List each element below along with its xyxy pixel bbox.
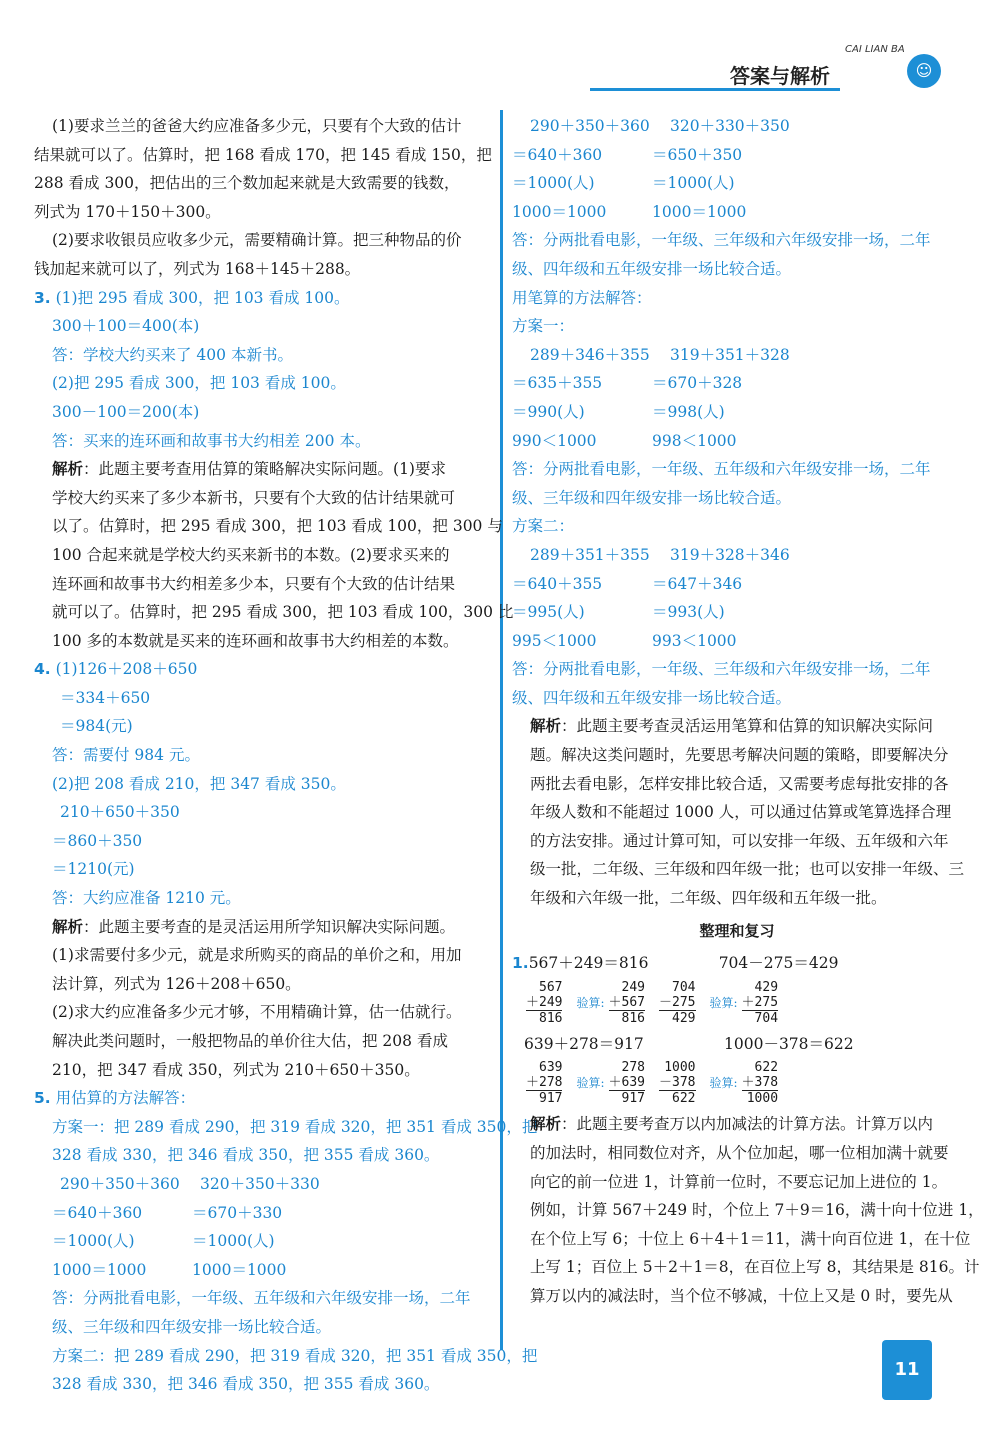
calc-row: ＋275	[741, 994, 779, 1010]
text-line	[34, 1370, 494, 1399]
line-text: 向它的前一位进 1，计算前一位时，不要忘记加上进位的 1。	[530, 1172, 948, 1191]
line-text: ＝334＋650	[60, 688, 151, 707]
check-label: 验算:	[576, 995, 605, 1010]
line-text: 答：分两批看电影，一年级、五年级和六年级安排一场，二年	[512, 460, 931, 479]
line-text: 例如，计算 567＋249 时，个位上 7＋9＝16，满十向十位进 1，	[530, 1201, 984, 1220]
calc-row: 1000	[742, 1090, 778, 1106]
text-line	[512, 112, 962, 141]
text-line	[34, 284, 494, 313]
text-line	[512, 341, 962, 370]
text-line	[512, 398, 962, 427]
line-text: 的加法时，相同数位对齐，从个位加起，哪一位相加满十就要	[530, 1144, 949, 1162]
calc-expr: 320＋330＋350	[670, 117, 790, 135]
line-text: 学校大约买来了多少本新书，只要有个大致的估计结果就可	[52, 488, 456, 507]
text-line	[34, 998, 494, 1027]
text-line	[512, 512, 962, 541]
line-text: ＝860＋350	[52, 831, 143, 850]
calc-row: －275	[659, 994, 696, 1010]
label-bold: 解析	[530, 1114, 562, 1134]
vertical-calcs-2	[512, 1060, 962, 1106]
line-text: 法计算，列式为 126＋208＋650。	[52, 974, 301, 993]
line-text: 用笔算的方法解答：	[512, 288, 652, 307]
vertical-calc	[659, 1060, 695, 1106]
text-line	[512, 798, 962, 827]
calc-expr: 289＋351＋355	[530, 545, 650, 564]
text-line	[34, 855, 494, 884]
text-line	[34, 226, 494, 255]
text-line	[512, 827, 962, 856]
line-text: 列式为 170＋150＋300。	[34, 202, 221, 221]
line-text: ＝1210(元)	[52, 860, 135, 879]
text-line	[512, 712, 962, 741]
text-line	[512, 1225, 971, 1254]
calc-row: 639	[539, 1060, 563, 1076]
calc-stack	[659, 1060, 695, 1106]
calc-expr: 1000＝1000	[652, 202, 747, 221]
check-label: 验算:	[576, 1076, 605, 1091]
section-title: 整理和复习	[699, 921, 775, 940]
brand-logo	[845, 44, 933, 80]
text-line	[34, 312, 494, 341]
header-rule	[590, 88, 840, 91]
line-text: 方案一：把 289 看成 290，把 319 看成 320，把 351 看成 350，把	[52, 1117, 538, 1136]
text-line	[34, 1113, 538, 1142]
text-line	[34, 398, 494, 427]
calc-expr: ＝993(人)	[652, 603, 725, 622]
calc-row: 278	[621, 1060, 646, 1076]
review-analysis	[512, 1110, 984, 1310]
line-text: 210，把 347 看成 350，列式为 210＋650＋350。	[52, 1060, 420, 1079]
calc-expr: 1000＝1000	[512, 202, 607, 221]
line-text: 解决此类问题时，一般把物品的单价往大估，把 208 看成	[52, 1032, 448, 1050]
label-bold: 解析	[52, 916, 84, 936]
calc-row: 816	[609, 1010, 645, 1026]
vertical-calc	[576, 1060, 645, 1106]
vertical-calc	[710, 1060, 779, 1106]
text-line	[34, 1256, 494, 1285]
calc-expr: ＝670＋328	[652, 374, 743, 393]
line-text: 答：需要付 984 元。	[52, 746, 200, 765]
line-rest: ：此题主要考查用估算的策略解决实际问题。(1)要求	[83, 460, 446, 479]
line-text: 100 多的本数就是买来的连环画和故事书大约相差的本数。	[52, 631, 459, 650]
text-line	[34, 1027, 494, 1056]
text-line	[34, 741, 494, 770]
text-line	[512, 141, 962, 170]
line-text: 就可以了。估算时，把 295 看成 300，把 103 看成 100，300 比	[52, 603, 514, 622]
line-text: 100 合起来就是学校大约买来新书的本数。(2)要求买来的	[52, 545, 450, 564]
text-line	[34, 512, 503, 541]
logo-text: CAI LIAN BA	[845, 44, 905, 55]
text-line	[512, 1196, 984, 1225]
page-header	[590, 44, 990, 108]
calc-expr: ＝1000(人)	[652, 174, 735, 193]
text-line	[34, 341, 494, 370]
line-text: 328 看成 330，把 346 看成 350，把 355 看成 360。	[52, 1375, 440, 1394]
calc-stack	[609, 980, 645, 1026]
calc-stack	[526, 980, 562, 1026]
line-text: 年级人数和不能超过 1000 人，可以通过估算或笔算选择合理	[530, 803, 952, 822]
text-line	[512, 312, 962, 341]
line-text: 288 看成 300，把估出的三个数加起来就是大致需要的钱数，	[34, 174, 460, 193]
text-line	[512, 684, 962, 713]
vertical-calc	[659, 980, 695, 1026]
calc-row: ＋278	[526, 1075, 563, 1091]
calc-expr: ＝1000(人)	[52, 1232, 135, 1251]
line-text: 级、三年级和四年级安排一场比较合适。	[512, 488, 792, 507]
calc-row: 1000	[664, 1060, 696, 1076]
line-text: 年级和六年级一批，二年级、四年级和五年级一批。	[530, 889, 887, 908]
text-line	[34, 1141, 494, 1170]
item-number: 4.	[34, 660, 51, 679]
calc-expr: 998＜1000	[652, 431, 737, 450]
calc-expr: 319＋328＋346	[670, 545, 790, 564]
text-line	[34, 1170, 494, 1199]
calc-expr: 319＋351＋328	[670, 345, 790, 364]
line-text: 级一批，二年级、三年级和四年级一批；也可以安排一年级、三	[530, 860, 965, 879]
line-text: 答：学校大约买来了 400 本新书。	[52, 345, 293, 364]
line-text: (2)把 208 看成 210，把 347 看成 350。	[52, 774, 346, 793]
line-text: 两批去看电影，怎样安排比较合适，又需要考虑每批安排的各	[530, 774, 949, 793]
line-text: 题。解决这类问题时，先要思考解决问题的策略，即要解决分	[530, 746, 949, 765]
text-line	[512, 369, 962, 398]
text-line	[512, 1253, 980, 1282]
calc-row: 429	[754, 979, 779, 995]
text-line	[34, 570, 494, 599]
text-line	[34, 941, 494, 970]
text-line	[34, 255, 494, 284]
calc-row: ＋639	[608, 1075, 646, 1091]
line-text: 的方法安排。通过计算可知，可以安排一年级、五年级和六年	[530, 831, 949, 850]
column-divider	[500, 110, 503, 1350]
left-column	[34, 112, 538, 1399]
vertical-calc	[526, 1060, 562, 1106]
line-text: 答：买来的连环画和故事书大约相差 200 本。	[52, 431, 371, 450]
calc-expr: 289＋346＋355	[530, 345, 650, 364]
calc-row: 567	[539, 979, 563, 995]
text-line	[34, 198, 494, 227]
review-eq-row: 1. 567＋249＝816 704－275＝429	[512, 954, 839, 973]
text-line	[34, 1313, 494, 1342]
line-text: (2)要求收银员应收多少元，需要精确计算。把三种物品的价	[52, 231, 462, 250]
line-text: 300－100＝200(本)	[52, 402, 200, 421]
text-line	[512, 284, 962, 313]
text-line	[34, 169, 494, 198]
text-line	[34, 770, 494, 799]
calc-expr: ＝990(人)	[512, 402, 585, 421]
calc-expr: ＝998(人)	[652, 402, 725, 421]
calc-row: 704	[742, 1010, 778, 1026]
calc-expr: ＝670＋330	[192, 1203, 283, 1222]
line-text: (1)把 295 看成 300，把 103 看成 100。	[55, 288, 350, 307]
line-text: 用估算的方法解答：	[55, 1089, 196, 1108]
calc-expr: 990＜1000	[512, 431, 597, 450]
text-line	[512, 226, 962, 255]
line-text: ＝984(元)	[60, 717, 133, 736]
text-line	[512, 541, 962, 570]
calc-expr: ＝640＋360	[512, 145, 603, 164]
vertical-calcs-1	[512, 980, 962, 1026]
item-number: 3.	[34, 288, 51, 307]
line-text: (1)求需要付多少元，就是求所购买的商品的单价之和，用加	[52, 946, 462, 965]
line-text: 方案二：把 289 看成 290，把 319 看成 320，把 351 看成 350，把	[52, 1346, 538, 1365]
check-label: 验算:	[709, 995, 738, 1010]
calc-row: 917	[609, 1090, 645, 1106]
vertical-calc	[710, 980, 779, 1026]
line-text: 方案二：	[512, 517, 575, 536]
calc-expr: 1000＝1000	[192, 1260, 287, 1279]
text-line	[34, 484, 494, 513]
calc-expr: 290＋350＋360	[530, 117, 650, 135]
text-line	[512, 770, 962, 799]
calc-row: ＋378	[741, 1075, 779, 1091]
text-line	[34, 970, 494, 999]
line-text: 328 看成 330，把 346 看成 350，把 355 看成 360。	[52, 1146, 440, 1165]
line-text: (1)126＋208＋650	[55, 660, 198, 679]
text-line	[512, 169, 962, 198]
check-label: 验算:	[709, 1076, 738, 1091]
line-text: 级、四年级和五年级安排一场比较合适。	[512, 259, 792, 278]
text-line	[512, 1139, 962, 1168]
text-line	[34, 141, 494, 170]
text-line	[512, 570, 962, 599]
mascot-icon: ☺	[907, 54, 941, 88]
calc-expr: 995＜1000	[512, 631, 597, 650]
label-bold: 解析	[530, 716, 562, 736]
line-text: 300＋100＝400(本)	[52, 317, 200, 336]
text-line	[512, 1168, 962, 1197]
text-line	[512, 1110, 962, 1139]
calc-expr: ＝640＋360	[52, 1203, 143, 1222]
text-line	[512, 627, 962, 656]
text-line	[512, 598, 962, 627]
line-text: 连环画和故事书大约相差多少本，只要有个大致的估计结果	[52, 574, 456, 593]
line-text: 级、三年级和四年级安排一场比较合适。	[52, 1317, 332, 1336]
line-text: 答：分两批看电影，一年级、三年级和六年级安排一场，二年	[512, 231, 931, 250]
line-text: 以了。估算时，把 295 看成 300，把 103 看成 100，把 300 与	[52, 517, 503, 536]
calc-row: 816	[526, 1010, 562, 1026]
calc-stack	[526, 1060, 562, 1106]
calc-expr: ＝1000(人)	[192, 1232, 275, 1251]
calc-row: 704	[672, 979, 696, 995]
item-number: 5.	[34, 1089, 51, 1108]
text-line	[512, 455, 962, 484]
line-text: 结果就可以了。估算时，把 168 看成 170，把 145 看成 150，把	[34, 145, 492, 164]
text-line	[34, 712, 494, 741]
text-line	[34, 1284, 494, 1313]
text-line	[34, 1056, 494, 1085]
text-line	[34, 1342, 538, 1371]
line-text: 在个位上写 6；十位上 6＋4＋1＝11，满十向百位进 1，在十位	[530, 1229, 971, 1248]
calc-stack	[742, 980, 778, 1026]
line-text: (2)求大约应准备多少元才够，不用精确计算，估一估就行。	[52, 1003, 462, 1022]
text-line	[34, 827, 494, 856]
text-line	[34, 541, 494, 570]
text-line	[512, 884, 962, 913]
calc-row: 429	[659, 1010, 695, 1026]
calc-expr: 993＜1000	[652, 631, 737, 650]
line-text: 级、四年级和五年级安排一场比较合适。	[512, 688, 792, 707]
line-text: 210＋650＋350	[60, 803, 180, 822]
calc-row: 622	[659, 1090, 695, 1106]
line-text: (2)把 295 看成 300，把 103 看成 100。	[52, 374, 346, 393]
text-line	[512, 427, 962, 456]
line-text: 算万以内的减法时，当个位不够减，十位上又是 0 时，要先从	[530, 1286, 953, 1305]
line-text: 答：分两批看电影，一年级、三年级和六年级安排一场，二年	[512, 660, 931, 679]
calc-row: 622	[754, 1060, 779, 1076]
line-text: 答：分两批看电影，一年级、五年级和六年级安排一场，二年	[52, 1289, 471, 1308]
line-text: 上写 1；百位上 5＋2＋1＝8，在百位上写 8，其结果是 816。计	[530, 1258, 980, 1277]
text-line	[34, 627, 494, 656]
calc-row: 917	[526, 1090, 562, 1106]
right-column	[512, 112, 984, 1311]
text-line	[34, 598, 514, 627]
text-line	[34, 455, 494, 484]
calc-expr: 1000＝1000	[52, 1260, 147, 1279]
text-line	[34, 369, 494, 398]
line-text: 答：大约应准备 1210 元。	[52, 889, 241, 908]
text-line	[512, 741, 962, 770]
text-line	[34, 1199, 494, 1228]
calc-row: ＋249	[526, 994, 563, 1010]
calc-expr: ＝647＋346	[652, 574, 743, 593]
line-rest: ：此题主要考查万以内加减法的计算方法。计算万以内	[561, 1115, 934, 1134]
review-eq-row: 639＋278＝917 1000－378＝622	[524, 1034, 854, 1053]
text-line	[34, 1227, 494, 1256]
label-bold: 解析	[52, 459, 84, 479]
text-line	[512, 255, 962, 284]
calc-expr: ＝1000(人)	[512, 174, 595, 193]
text-line	[34, 884, 494, 913]
text-line	[34, 913, 494, 942]
header-title: 答案与解析	[730, 64, 830, 88]
calc-expr: 320＋350＋330	[200, 1174, 320, 1193]
calc-expr: 290＋350＋360	[60, 1174, 180, 1193]
text-line	[512, 1282, 962, 1311]
calc-stack	[659, 980, 695, 1026]
calc-expr: ＝650＋350	[652, 145, 743, 164]
text-line	[512, 198, 962, 227]
calc-row: ＋567	[608, 994, 646, 1010]
text-line	[512, 855, 965, 884]
line-text: 方案一：	[512, 317, 575, 336]
page-number: 11	[882, 1340, 932, 1400]
text-line	[34, 112, 494, 141]
vertical-calc	[526, 980, 562, 1026]
line-rest: ：此题主要考查的是灵活运用所学知识解决实际问题。	[83, 917, 456, 936]
calc-expr: ＝995(人)	[512, 603, 585, 622]
calc-expr: ＝635＋355	[512, 374, 603, 393]
line-text: (1)要求兰兰的爸爸大约应准备多少元，只要有个大致的估计	[52, 117, 462, 135]
line-text: 钱加起来就可以了，列式为 168＋145＋288。	[34, 259, 361, 278]
vertical-calc	[576, 980, 645, 1026]
text-line	[512, 484, 962, 513]
calc-stack	[609, 1060, 645, 1106]
calc-expr: ＝640＋355	[512, 574, 603, 593]
text-line	[34, 655, 494, 684]
text-line	[34, 427, 494, 456]
text-line	[34, 798, 494, 827]
calc-stack	[742, 1060, 778, 1106]
calc-row: －378	[659, 1075, 696, 1091]
text-line	[34, 684, 494, 713]
text-line	[34, 1084, 494, 1113]
text-line	[512, 655, 962, 684]
calc-row: 249	[621, 979, 646, 995]
line-rest: ：此题主要考查灵活运用笔算和估算的知识解决实际问	[561, 717, 934, 736]
